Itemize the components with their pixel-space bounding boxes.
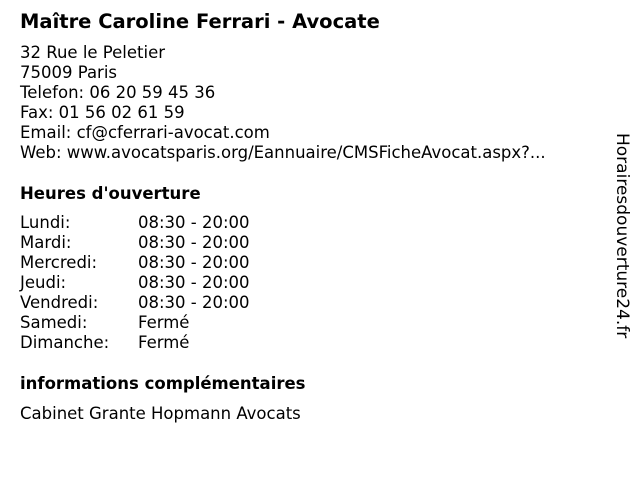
day-label: Dimanche: [20, 333, 110, 352]
site-watermark [612, 133, 632, 373]
hours-value: Fermé [138, 333, 190, 352]
day-label: Mercredi: [20, 253, 98, 272]
hours-value: Fermé [138, 313, 190, 332]
additional-info-heading: informations complémentaires [20, 374, 306, 393]
website-link: Web: www.avocatsparis.org/Eannuaire/CMSFicheAvocat.aspx?... [20, 143, 546, 162]
hours-value: 08:30 - 20:00 [138, 213, 250, 232]
street-address: 32 Rue le Peletier [20, 43, 166, 62]
page-title: Maître Caroline Ferrari - Avocate [20, 10, 380, 33]
watermark-text: Horairesdouverture24.fr [612, 133, 632, 339]
phone-number: Telefon: 06 20 59 45 36 [20, 83, 216, 102]
fax-number: Fax: 01 56 02 61 59 [20, 103, 185, 122]
hours-value: 08:30 - 20:00 [138, 253, 250, 272]
opening-hours-heading: Heures d'ouverture [20, 184, 201, 203]
day-label: Vendredi: [20, 293, 99, 312]
day-label: Samedi: [20, 313, 88, 332]
hours-value: 08:30 - 20:00 [138, 233, 250, 252]
postal-city: 75009 Paris [20, 63, 118, 82]
day-label: Lundi: [20, 213, 71, 232]
email-address: Email: cf@cferrari-avocat.com [20, 123, 270, 142]
day-label: Jeudi: [20, 273, 67, 292]
contact-details [20, 43, 546, 163]
additional-info-text: Cabinet Grante Hopmann Avocats [20, 404, 301, 423]
day-label: Mardi: [20, 233, 72, 252]
hours-value: 08:30 - 20:00 [138, 293, 250, 312]
hours-value: 08:30 - 20:00 [138, 273, 250, 292]
